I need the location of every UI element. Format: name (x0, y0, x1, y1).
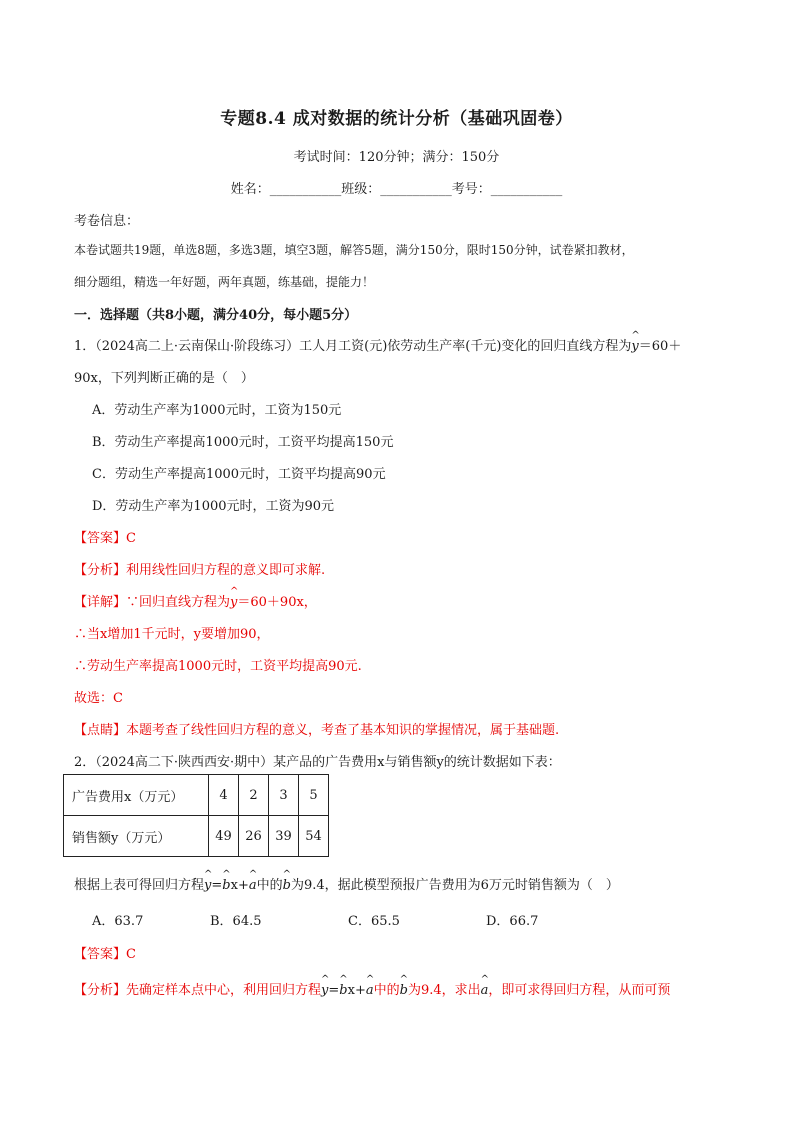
q2-data-table (63, 774, 329, 857)
exam-time: 考试时间：120分钟；满分：150分 (293, 150, 500, 165)
a-hat-symbol: ^ a (481, 983, 489, 998)
table-cell: 3 (269, 775, 299, 816)
table-cell: 2 (239, 775, 269, 816)
q1-option-d: D．劳动生产率为1000元时，工资为90元 (92, 499, 335, 514)
q2-analysis-text: 【分析】先确定样本点中心，利用回归方程 (74, 983, 322, 998)
equals-sign: = (211, 878, 223, 893)
table-cell: 54 (299, 816, 329, 857)
table-cell: 49 (209, 816, 239, 857)
a-hat-symbol: ^ a (249, 878, 257, 893)
q2-option-b: B．64.5 (210, 914, 262, 929)
table-row (64, 775, 329, 816)
page-title: 专题8.4 成对数据的统计分析（基础巩固卷） (220, 109, 573, 129)
y-hat-symbol: ^ y (230, 595, 237, 610)
q2-stem: 2．（2024高二下·陕西西安·期中）某产品的广告费用x与销售额y的统计数据如下表： (74, 755, 561, 770)
info-line-2: 细分题组，精选一年好题，两年真题，练基础，提能力！ (74, 275, 375, 289)
table-cell: 4 (209, 775, 239, 816)
table-cell: 5 (299, 775, 329, 816)
q1-option-b: B．劳动生产率提高1000元时，工资平均提高150元 (92, 435, 394, 450)
q1-step-1: ∴当x增加1千元时，y要增加90， (74, 627, 270, 642)
q1-step-2: ∴劳动生产率提高1000元时，工资平均提高90元. (74, 659, 362, 674)
q2-analysis-end: ，即可求得回归方程，从而可预 (488, 983, 671, 998)
student-info-line: 姓名：___________班级：___________考号：___________ (230, 182, 563, 197)
q2-followup-mid: 中的 (256, 878, 283, 893)
q1-equation-rest: ＝60＋ (638, 339, 682, 354)
equals-sign: = (328, 983, 340, 998)
q1-analysis: 【分析】利用线性回归方程的意义即可求解. (74, 563, 326, 578)
table-cell: 39 (269, 816, 299, 857)
table-row-label: 销售额y（万元） (64, 816, 209, 857)
b-hat-symbol: ^ b (222, 878, 230, 893)
q1-choose: 故选：C (74, 691, 123, 706)
info-line-1: 本卷试题共19题，单选8题，多选3题，填空3题，解答5题，满分150分，限时150分钟，试卷紧扣教材， (74, 243, 634, 257)
q2-followup (74, 874, 619, 893)
b-hat-symbol: ^ b (400, 983, 408, 998)
table-row (64, 816, 329, 857)
q1-detail-equation: ＝60＋90x， (237, 595, 317, 610)
q1-stem-line-1 (74, 335, 681, 354)
q1-stem-line-2: 90x，下列判断正确的是（ ） (74, 371, 254, 386)
a-hat-symbol: ^ a (366, 983, 374, 998)
q1-comment: 【点睛】本题考查了线性回归方程的意义，考查了基本知识的掌握情况，属于基础题. (74, 723, 560, 738)
b-hat-symbol: ^ b (339, 983, 347, 998)
q2-answer: 【答案】C (74, 947, 136, 962)
section-heading: 一．选择题（共8小题，满分40分，每小题5分） (74, 308, 358, 323)
y-hat-symbol: ^ y (204, 878, 211, 893)
q1-answer: 【答案】C (74, 531, 136, 546)
q1-detail (74, 591, 317, 610)
y-hat-symbol: ^ y (321, 983, 328, 998)
q1-detail-text: 【详解】∵回归直线方程为 (74, 595, 231, 610)
q2-analysis-mid: 中的 (373, 983, 400, 998)
x-plus: x+ (230, 878, 249, 893)
q2-analysis-mid2: 为9.4，求出 (407, 983, 481, 998)
q2-followup-end: 为9.4，据此模型预报广告费用为6万元时销售额为（ ） (290, 878, 619, 893)
q2-followup-text: 根据上表可得回归方程 (74, 878, 205, 893)
q2-option-c: C．65.5 (348, 914, 400, 929)
q1-stem-text: 1．（2024高二上·云南保山·阶段练习）工人月工资(元)依劳动生产率(千元)变化的回归直线方程为 (74, 339, 632, 354)
q1-option-a: A．劳动生产率为1000元时，工资为150元 (92, 403, 342, 418)
q1-option-c: C．劳动生产率提高1000元时，工资平均提高90元 (92, 467, 386, 482)
table-row-label: 广告费用x（万元） (64, 775, 209, 816)
x-plus: x+ (347, 983, 366, 998)
q2-option-a: A．63.7 (92, 914, 144, 929)
info-heading: 考卷信息： (74, 214, 140, 229)
q2-option-d: D．66.7 (486, 914, 539, 929)
q2-analysis (74, 979, 670, 998)
y-hat-symbol: ^ y (631, 339, 638, 354)
b-hat-symbol: ^ b (283, 878, 291, 893)
table-cell: 26 (239, 816, 269, 857)
